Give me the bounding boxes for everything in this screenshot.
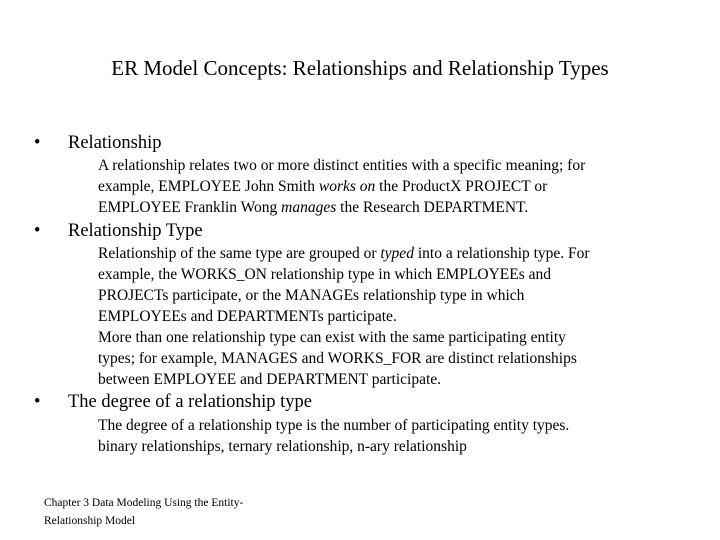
bullet-heading: Relationship [68, 133, 162, 153]
text-line: A relationship relates two or more distinct entities with a specific meaning; for [98, 157, 586, 174]
bullet-marker: • [34, 392, 41, 412]
text-line: Relationship of the same type are grouped or typed into a relationship type. For [98, 245, 590, 262]
slide-title: ER Model Concepts: Relationships and Relationship Types [111, 56, 609, 80]
bullet-marker: • [34, 133, 41, 153]
text-line: between EMPLOYEE and DEPARTMENT participate. [98, 371, 442, 388]
bullet-heading: Relationship Type [68, 221, 203, 241]
degree-description [98, 415, 688, 457]
slide-footer [44, 494, 304, 530]
text-line: example, EMPLOYEE John Smith works on the ProductX PROJECT or [98, 178, 548, 195]
text-line: More than one relationship type can exist with the same participating entity [98, 329, 566, 346]
paragraph [98, 415, 688, 457]
text-line: types; for example, MANAGES and WORKS_FOR are distinct relationships [98, 350, 577, 367]
bullet-heading: The degree of a relationship type [68, 392, 312, 412]
paragraph [98, 243, 688, 327]
bullet-marker: • [34, 221, 41, 241]
text-line: PROJECTs participate, or the MANAGEs relationship type in which [98, 287, 525, 304]
footer-line: Chapter 3 Data Modeling Using the Entity- [44, 497, 244, 509]
paragraph [98, 155, 688, 218]
text-line: The degree of a relationship type is the number of participating entity types. [98, 417, 570, 434]
text-line: EMPLOYEE Franklin Wong manages the Research DEPARTMENT. [98, 199, 529, 216]
paragraph [98, 327, 688, 390]
text-line: EMPLOYEEs and DEPARTMENTs participate. [98, 308, 397, 325]
bullet-relationship-type [34, 219, 694, 243]
bullet-relationship [34, 131, 694, 155]
text-line: example, the WORKS_ON relationship type in which EMPLOYEEs and [98, 266, 552, 283]
bullet-degree [34, 390, 694, 414]
relationship-type-description [98, 243, 688, 390]
relationship-description [98, 155, 688, 218]
text-line: binary relationships, ternary relationship, n-ary relationship [98, 438, 467, 455]
footer-line: Relationship Model [44, 515, 136, 527]
